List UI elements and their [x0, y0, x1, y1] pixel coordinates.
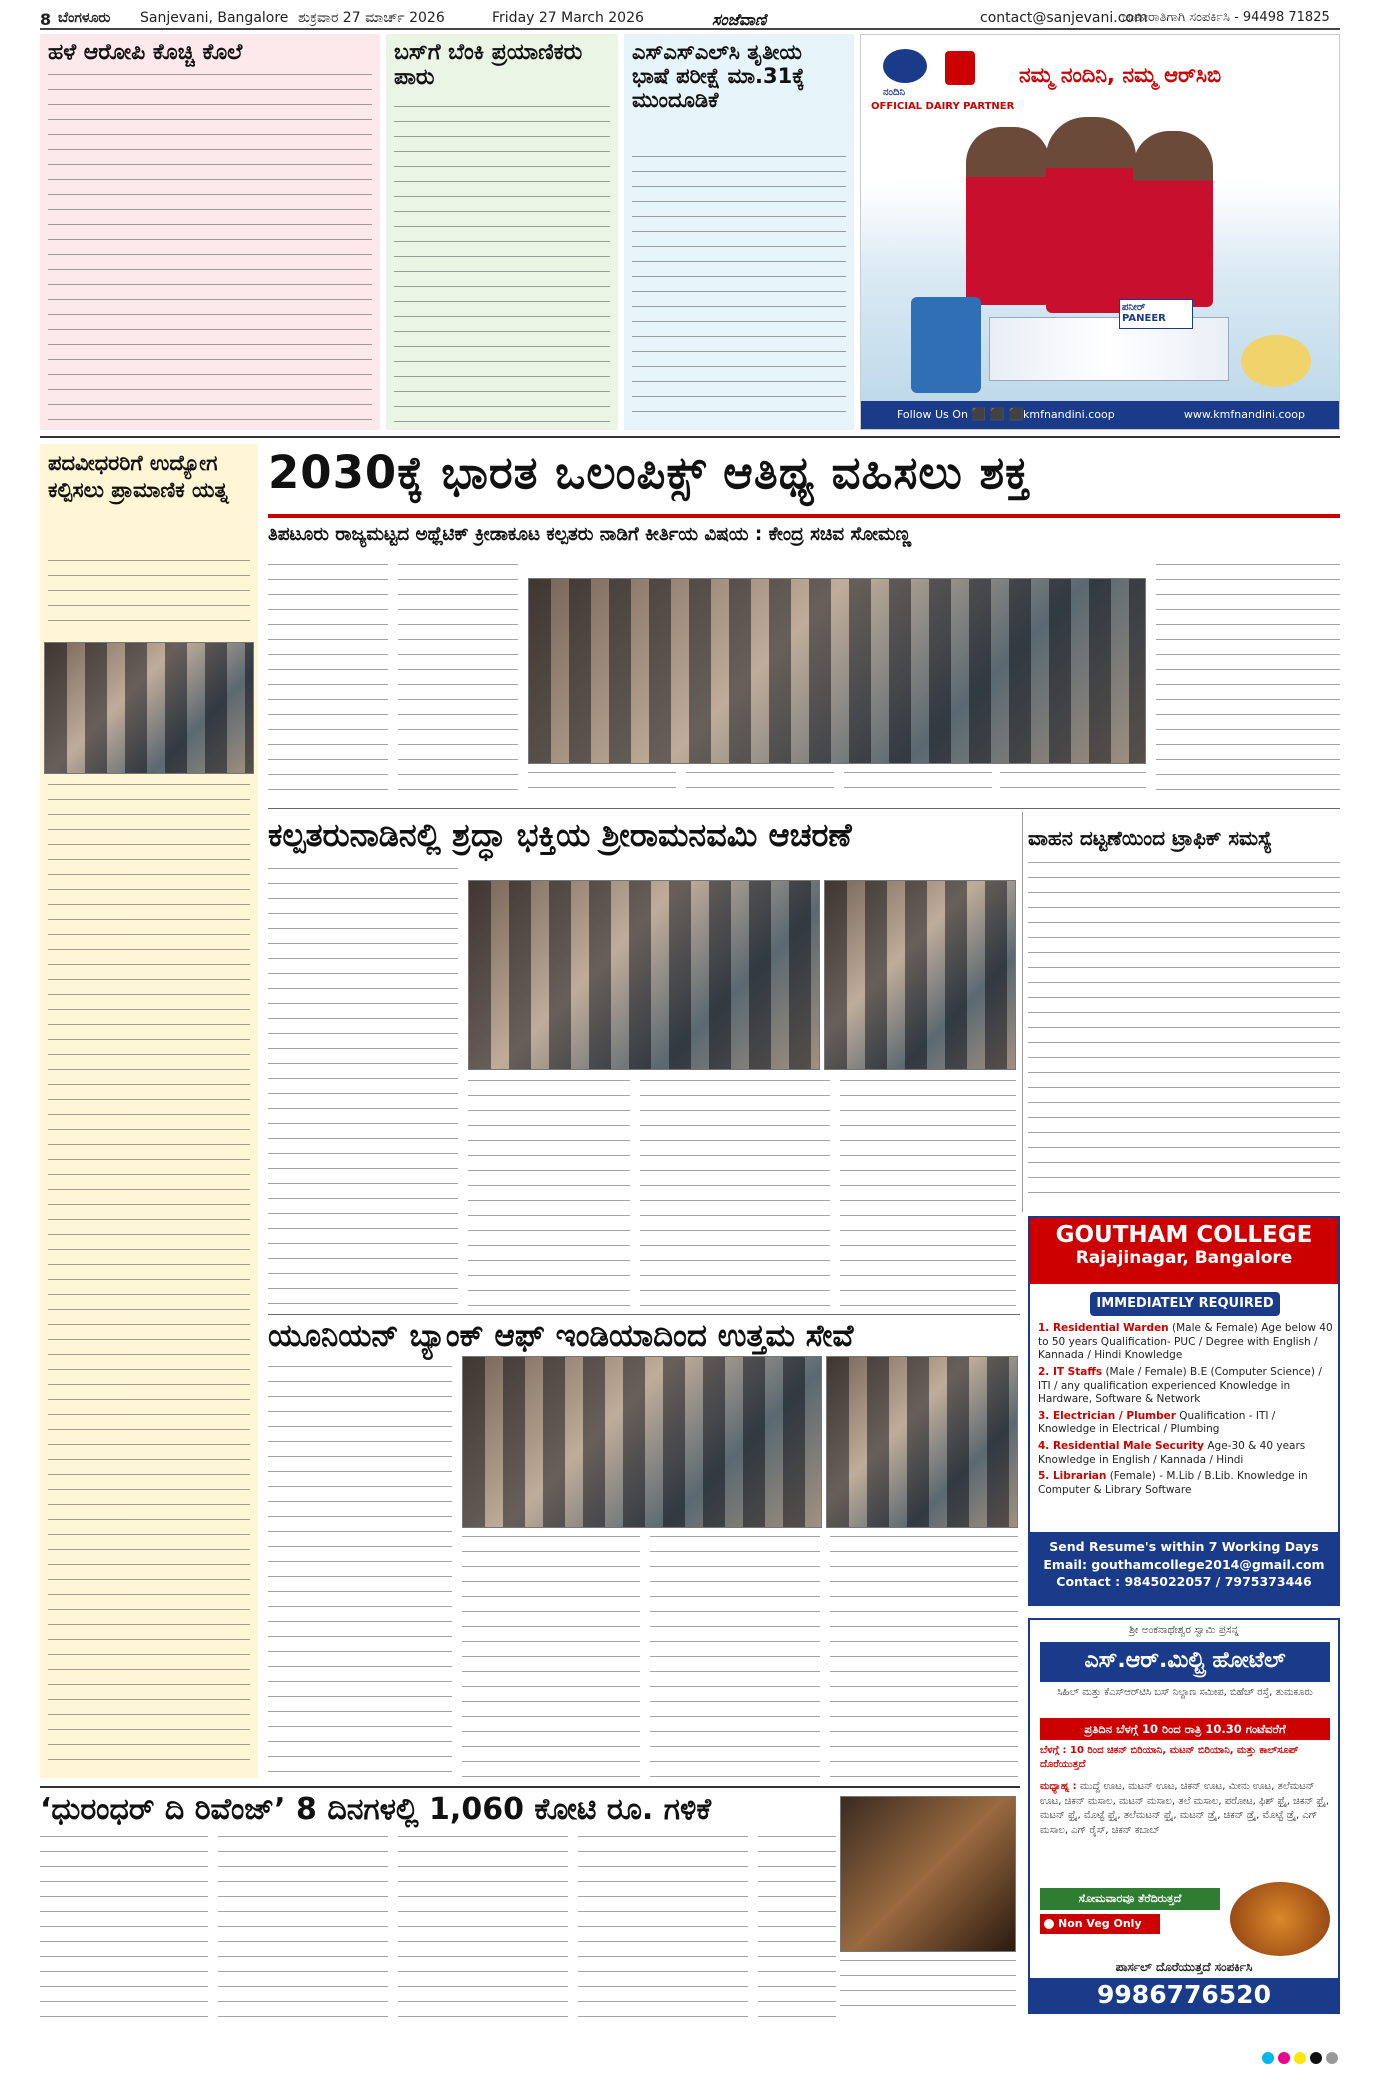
film-headline: ‘ಧುರಂಧರ್ ದಿ ರಿವೆಂಜ್’ 8 ದಿನಗಳಲ್ಲಿ 1,060 ಕೋಟಿ ರೂ. ಗಳಿಕೆ: [40, 1792, 712, 1827]
event-photo: [44, 642, 254, 774]
ramanavami-photo-1: [468, 880, 820, 1070]
union-bank-body-col-2: [462, 1536, 640, 1778]
header-ads-contact: ಜಾಹೀರಾತಿಗಾಗಿ ಸಂಪರ್ಕಿಸಿ - 94498 71825: [1122, 10, 1330, 25]
story-body: [394, 106, 610, 422]
ramanavami-body-col-3: [640, 1080, 830, 1308]
lead-body-col-6: [1000, 772, 1146, 796]
nandini-ad[interactable]: [860, 34, 1340, 430]
story-body: [48, 560, 250, 630]
position-item: 3. Electrician / Plumber Qualification - ITI / Knowledge in Electrical / Plumbing: [1038, 1409, 1276, 1436]
lead-headline: 2030ಕ್ಕೆ ಭಾರತ ಒಲಂಪಿಕ್ಸ್ ಆತಿಥ್ಯ ವಹಿಸಲು ಶಕ್ತ: [268, 446, 1031, 499]
hotel-timing: ಪ್ರತಿದಿನ ಬೆಳಗ್ಗೆ 10 ರಿಂದ ರಾತ್ರಿ 10.30 ಗಂಟೆವರೆಗೆ: [1040, 1718, 1330, 1740]
hotel-phone[interactable]: 9986776520: [1030, 1978, 1338, 2012]
food-plate-icon: [1230, 1882, 1330, 1956]
ramanavami-photo-2: [824, 880, 1016, 1070]
monday-open: ಸೋಮವಾರವೂ ತೆರೆದಿರುತ್ತದೆ: [1040, 1888, 1220, 1910]
traffic-body: [1028, 862, 1340, 1206]
section-divider: [40, 436, 1340, 438]
headline-underline: [268, 514, 1340, 518]
ramanavami-headline: ಕಲ್ಪತರುನಾಡಿನಲ್ಲಿ ಶ್ರದ್ಧಾ ಭಕ್ತಿಯ ಶ್ರೀರಾಮನವಮಿ ಆಚರಣೆ: [268, 816, 852, 854]
header-date-en: Friday 27 March 2026: [492, 10, 644, 26]
section-divider: [268, 1314, 1020, 1315]
hotel-address: ಸಿಹಿಲ್ ಮತ್ತು ಕೆಎಸ್ಆರ್‌ಟಿಸಿ ಬಸ್ ನಿಲ್ದಾಣ ಸಮೀಪ, ಬಿಹೆಚ್ ರಸ್ತೆ, ತುಮಕೂರು: [1057, 1687, 1313, 1698]
header-edition: Sanjevani, Bangalore: [140, 10, 289, 26]
lunch-menu: ಮುದ್ದೆ ಊಟ, ಮಟನ್ ಊಟ, ಚಿಕನ್ ಊಟ, ಮೀನು ಊಟ, ತಲೆಮಟನ್ ಊಟ, ಚಿಕನ್ ಮಸಾಲ, ಮಟನ್ ಮಸಾಲ, ತಲೆ ಮಸಾಲ, ಪರೋಟ, ಫಿಶ್ ಫ್ರೈ, ಚಿಕನ್ ಫ್ರೈ, ಮಟನ್ ಫ್ರೈ, ಮೊಟ್ಟೆ ಫ್ರೈ, ತಲೆಮಟನ್ ಫ್ರೈ, ಮಟನ್ ಡ್ರೈ, ಚಿಕನ್ ಡ್ರೈ, ಮೊಟ್ಟೆ ಡ್ರೈ, ಎಗ್ ಮಸಾಲ, ಎಗ್ ರೈಸ್, ಚಿಕನ್ ಕಬಾಬ್: [1040, 1781, 1329, 1836]
header-date-kn: ಶುಕ್ರವಾರ 27 ಮಾರ್ಚ್ 2026: [298, 10, 445, 26]
story-title: ಎಸ್‌ಎಸ್‌ಎಲ್‌ಸಿ ತೃತೀಯ ಭಾಷೆ ಪರೀಕ್ಷೆ ಮಾ.31ಕ್ಕೆ ಮುಂದೂಡಿಕೆ: [632, 40, 805, 113]
positions-list: [1038, 1322, 1334, 1498]
nonveg-dot-icon: [1044, 1919, 1054, 1929]
position-item: 5. Librarian (Female) - M.Lib / B.Lib. Knowledge in Computer & Library Software: [1038, 1470, 1308, 1497]
nandini-logo-icon: [883, 49, 927, 83]
film-body-col-1: [40, 1836, 208, 2018]
story-title: ಪದವೀಧರರಿಗೆ ಉದ್ಯೋಗ ಕಲ್ಪಿಸಲು ಪ್ರಾಮಾಣಿಕ ಯತ್ನ: [48, 451, 229, 503]
lead-body-col-1: [268, 564, 388, 796]
lead-body-col-3: [528, 772, 676, 796]
position-item: 1. Residential Warden (Male & Female) Age below 40 to 50 years Qualification- PUC / Degree with English / Kannada / Hindi Knowledge: [1038, 1322, 1333, 1362]
masthead-logo: ಸಂಜೆವಾಣಿ: [712, 10, 767, 29]
goutham-phone[interactable]: Contact : 9845022057 / 7975373446: [1056, 1574, 1312, 1589]
lead-body-col-2: [398, 564, 518, 796]
lead-photo-dignitaries: [528, 578, 1146, 764]
goutham-contact-block: [1030, 1532, 1338, 1604]
social-handle[interactable]: kmfnandini.coop: [1023, 408, 1115, 421]
follow-label: Follow Us On :: [897, 408, 976, 421]
nandini-slogan: ನಮ್ಮ ನಂದಿನಿ, ನಮ್ಮ ಆರ್‌ಸಿಬಿ: [1019, 63, 1222, 87]
nandini-brand: ನಂದಿನಿ: [883, 87, 906, 98]
social-icons[interactable]: ⬛ ⬛ ⬛: [971, 407, 1024, 421]
college-location: Rajajinagar, Bangalore: [1075, 1248, 1293, 1268]
story-title: ಬಸ್‌ಗೆ ಬೆಂಕಿ ಪ್ರಯಾಣಿಕರು ಪಾರು: [394, 40, 583, 91]
section-divider: [40, 1786, 1020, 1788]
top-story-1: [40, 34, 380, 430]
hotel-morning: ಬೆಳಗ್ಗೆ : 10 ರಿಂದ ಚಿಕನ್ ಬಿರಿಯಾನಿ, ಮಟನ್ ಬಿರಿಯಾನಿ, ಮತ್ತು ಕಾಲ್‌ಸೂಪ್ ದೊರೆಯುತ್ತದೆ: [1040, 1745, 1299, 1770]
paneer-label: ಪನೀರ್ PANEER: [1119, 299, 1193, 329]
lead-subhead: ತಿಪಟೂರು ರಾಜ್ಯಮಟ್ಟದ ಅಥ್ಲೆಟಿಕ್ ಕ್ರೀಡಾಕೂಟ ಕಲ್ಪತರು ನಾಡಿಗೆ ಕೀರ್ತಿಯ ವಿಷಯ : ಕೇಂದ್ರ ಸಚಿವ ಸೋಮಣ್ಣ: [268, 524, 912, 545]
goutham-email[interactable]: Email: gouthamcollege2014@gmail.com: [1043, 1556, 1325, 1572]
side-story: [40, 444, 258, 1778]
goutham-header: [1030, 1218, 1338, 1284]
parcel-label: ಪಾರ್ಸಲ್ ದೊರೆಯುತ್ತದೆ ಸಂಪರ್ಕಿಸಿ: [1115, 1960, 1253, 1974]
film-poster-photo: [840, 1796, 1016, 1952]
ramanavami-body-col-2: [468, 1080, 630, 1308]
film-body-col-5: [758, 1836, 836, 2018]
lead-body-col-7: [1156, 564, 1340, 796]
military-hotel-ad[interactable]: [1028, 1618, 1340, 2014]
story-body: [48, 74, 372, 422]
player-figure-2: [1046, 117, 1136, 313]
film-body-col-4: [578, 1836, 748, 2018]
story-title: ಹಳೆ ಆರೋಪಿ ಕೊಚ್ಚಿ ಕೊಲೆ: [48, 40, 243, 65]
union-bank-body-col-1: [268, 1366, 452, 1778]
union-bank-photo-1: [462, 1356, 822, 1528]
hotel-menu: [1040, 1780, 1330, 1838]
page-header: [40, 8, 1340, 30]
column-divider: [1022, 812, 1023, 1212]
ramanavami-body-col-4: [840, 1080, 1016, 1308]
film-body-col-3: [398, 1836, 568, 2018]
player-figure-3: [1133, 131, 1213, 307]
story-body-continued: [48, 784, 250, 1768]
product-row-icon: [989, 317, 1229, 381]
ramanavami-body-col-1: [268, 868, 458, 1308]
nandini-url[interactable]: www.kmfnandini.coop: [1183, 408, 1305, 421]
college-name: GOUTHAM COLLEGE: [1055, 1222, 1313, 1248]
nonveg-badge: Non Veg Only: [1040, 1914, 1160, 1934]
required-badge: IMMEDIATELY REQUIRED: [1090, 1292, 1280, 1316]
top-story-3: [624, 34, 854, 430]
header-email[interactable]: contact@sanjevani.com: [980, 10, 1148, 26]
player-figure-1: [966, 127, 1050, 305]
union-bank-photo-2: [826, 1356, 1018, 1528]
lead-body-col-4: [686, 772, 834, 796]
union-bank-body-col-3: [650, 1536, 820, 1778]
position-item: 2. IT Staffs (Male / Female) B.E (Computer Science) / ITI / any qualification experienced Knowledge in Hardware, Software & Network: [1038, 1365, 1322, 1406]
union-bank-headline: ಯೂನಿಯನ್ ಬ್ಯಾಂಕ್ ಆಫ್ ಇಂಡಿಯಾದಿಂದ ಉತ್ತಮ ಸೇವೆ: [268, 1318, 854, 1354]
butter-icon: [1241, 335, 1311, 387]
film-body-col-2: [218, 1836, 388, 2018]
send-resume: Send Resume's within 7 Working Days: [1049, 1539, 1319, 1554]
nandini-partner: OFFICIAL DAIRY PARTNER: [871, 101, 1015, 112]
hotel-name: ಎಸ್.ಆರ್.ಮಿಲ್ಟ್ರಿ ಹೋಟೆಲ್: [1040, 1642, 1330, 1682]
lunch-label: ಮಧ್ಯಾಹ್ನ :: [1040, 1781, 1077, 1792]
product-pack-icon: [911, 297, 981, 393]
film-body-col-6: [840, 1960, 1016, 2018]
nandini-footer: [861, 401, 1339, 429]
header-city: ಬೆಂಗಳೂರು: [58, 10, 111, 26]
lead-body-col-5: [844, 772, 992, 796]
position-item: 4. Residential Male Security Age-30 & 40 years Knowledge in English / Kannada / Hindi: [1038, 1440, 1306, 1466]
top-story-2: [386, 34, 618, 430]
union-bank-body-col-4: [830, 1536, 1018, 1778]
hotel-blessing: ಶ್ರೀ ಅಂಕನಾಥೇಶ್ವರ ಸ್ವಾಮಿ ಪ್ರಸನ್ನ: [1129, 1624, 1239, 1636]
traffic-headline: ವಾಹನ ದಟ್ಟಣೆಯಿಂದ ಟ್ರಾಫಿಕ್ ಸಮಸ್ಯೆ: [1028, 826, 1273, 850]
goutham-college-ad[interactable]: [1028, 1216, 1340, 1606]
page-number: 8: [40, 10, 52, 29]
rcb-logo-icon: [945, 51, 975, 85]
print-color-marks: [1262, 2052, 1338, 2066]
story-body: [632, 156, 846, 422]
section-divider: [268, 808, 1340, 809]
